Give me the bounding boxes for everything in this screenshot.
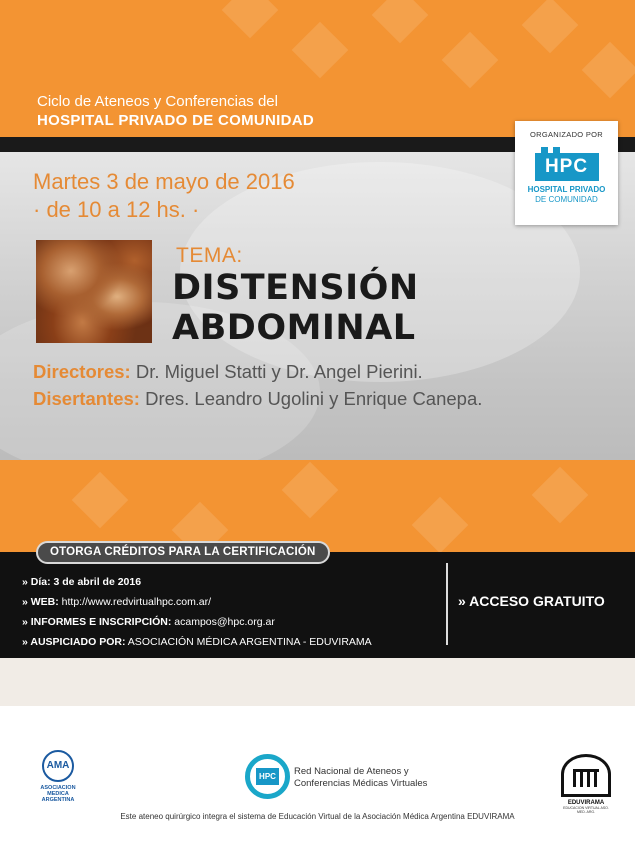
disertantes-label: Disertantes: (33, 388, 140, 409)
tema-title-line2: ABDOMINAL (172, 308, 416, 348)
disertantes-value: Dres. Leandro Ugolini y Enrique Canepa. (139, 388, 483, 409)
hex-decor (582, 42, 635, 99)
email-link[interactable]: acampos@hpc.org.ar (171, 616, 275, 628)
series-title-line1: Ciclo de Ateneos y Conferencias del (37, 93, 278, 110)
acceso-gratuito: » ACCESO GRATUITO (458, 593, 605, 609)
event-date (33, 168, 295, 224)
hpc-logo-icon: HPC (535, 147, 599, 181)
tema-title-line1: DISTENSIÓN (172, 268, 419, 308)
eduvirama-logo-icon: EDUVIRAMA EDUCACION VIRTUAL ASO. MED. ARG. (559, 754, 613, 814)
directores-value: Dr. Miguel Statti y Dr. Angel Pierini. (130, 361, 423, 382)
header-band (0, 0, 635, 137)
tema-title (172, 268, 419, 348)
series-title (37, 92, 314, 130)
orange-band (0, 460, 635, 552)
directores-line (33, 358, 482, 385)
event-time-line: · de 10 a 12 hs. · (33, 197, 200, 222)
web-link[interactable]: http://www.redvirtualhpc.com.ar/ (58, 596, 212, 608)
organizer-label: ORGANIZADO POR (530, 130, 603, 139)
bottom-band (0, 658, 635, 706)
divider (446, 563, 448, 645)
hex-decor (442, 32, 499, 89)
tema-label: TEMA: (176, 244, 243, 267)
info-informes: » INFORMES E INSCRIPCIÓN: acampos@hpc.org.ar (22, 616, 275, 628)
hex-decor (292, 22, 349, 79)
info-auspiciado: » AUSPICIADO POR: ASOCIACIÓN MÉDICA ARGENTINA - EDUVIRAMA (22, 636, 372, 648)
organizer-name: HOSPITAL PRIVADO (527, 185, 606, 194)
red-virtual-name: Red Nacional de Ateneos y Conferencias Médicas Virtuales (294, 766, 428, 789)
event-date-line1: Martes 3 de mayo de 2016 (33, 169, 295, 194)
footer-note: Este ateneo quirúrgico integra el sistema de Educación Virtual de la Asociación Médica Argentina EDUVIRAMA (120, 812, 515, 821)
red-virtual-logo-icon: HPC (245, 754, 290, 799)
hex-decor (522, 0, 579, 53)
ama-logo-icon: AMA ASOCIACION MEDICA ARGENTINA (38, 750, 78, 803)
organizer-name-2: DE COMUNIDAD (535, 195, 598, 204)
abdominal-photo (36, 240, 152, 343)
credits-badge: OTORGA CRÉDITOS PARA LA CERTIFICACIÓN (36, 541, 330, 564)
series-title-line2: HOSPITAL PRIVADO DE COMUNIDAD (37, 112, 315, 129)
organizer-badge (515, 121, 618, 225)
disertantes-line (33, 385, 482, 412)
info-web: » WEB: http://www.redvirtualhpc.com.ar/ (22, 596, 212, 608)
hex-decor (222, 0, 279, 38)
info-dia: » Día: 3 de abril de 2016 (22, 576, 142, 588)
directores-label: Directores: (33, 361, 131, 382)
info-lines (22, 572, 372, 652)
people-block (33, 358, 482, 412)
hex-decor (372, 0, 429, 43)
